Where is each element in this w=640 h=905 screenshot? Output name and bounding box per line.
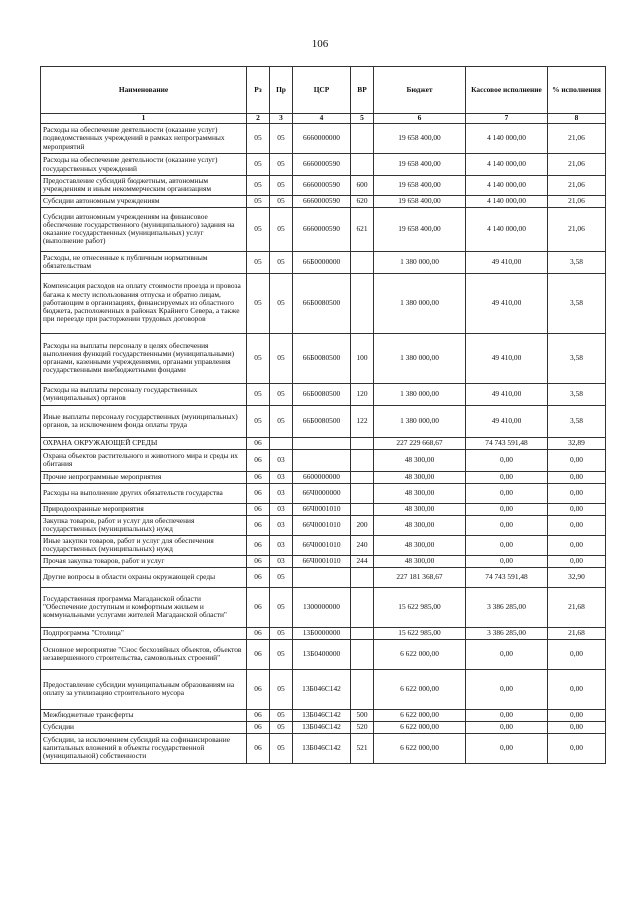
row-pct-cell: 21,06 <box>548 154 606 176</box>
row-budget-cell: 15 622 985,00 <box>374 627 466 639</box>
row-pr-cell: 05 <box>270 733 293 763</box>
row-csr-cell: 6660000000 <box>293 124 351 154</box>
row-budget-cell: 48 300,00 <box>374 535 466 555</box>
row-rz-cell: 05 <box>247 251 270 273</box>
table-row <box>41 669 606 709</box>
row-rz-cell: 06 <box>247 709 270 721</box>
row-vr-cell: 620 <box>351 195 374 207</box>
table-row <box>41 471 606 483</box>
row-name-cell: Субсидии, за исключением субсидий на софинансирование капитальных вложений в объекты государственной (муниципальной) собственности <box>41 733 247 763</box>
row-cash-cell: 4 140 000,00 <box>466 154 548 176</box>
row-pct-cell: 0,00 <box>548 471 606 483</box>
row-rz-cell: 06 <box>247 567 270 587</box>
row-pct-cell: 3,58 <box>548 333 606 383</box>
row-rz-cell: 05 <box>247 383 270 405</box>
header-pct: % исполнения <box>548 67 606 114</box>
row-rz-cell: 05 <box>247 207 270 251</box>
row-vr-cell: 500 <box>351 709 374 721</box>
row-name-cell: Расходы на выплаты персоналу государственных (муниципальных) органов <box>41 383 247 405</box>
row-budget-cell: 15 622 985,00 <box>374 587 466 627</box>
index-cell: 3 <box>270 114 293 124</box>
row-budget-cell: 19 658 400,00 <box>374 207 466 251</box>
row-name-cell: Предоставление субсидий бюджетным, автономным учреждениям и иным некоммерческим организациям <box>41 176 247 196</box>
row-csr-cell: 13Б0000000 <box>293 627 351 639</box>
row-pct-cell: 32,90 <box>548 567 606 587</box>
row-csr-cell: 13Б046С142 <box>293 721 351 733</box>
row-csr-cell: 13Б046С142 <box>293 669 351 709</box>
row-name-cell: Расходы на выплаты персоналу в целях обеспечения выполнения функций государственными (муниципальными) органами, казенными учреждениями, органами управления государственными внебюджетными фондами <box>41 333 247 383</box>
row-pct-cell: 0,00 <box>548 555 606 567</box>
row-budget-cell: 19 658 400,00 <box>374 154 466 176</box>
row-name-cell: Компенсация расходов на оплату стоимости проезда и провоза багажа к месту использования отпуска и обратно лицам, работающим в организациях, финансируемых из областного бюджета, расположенных в районах Крайнего Севера, а также при переезде при расторжении трудовых договоров <box>41 273 247 333</box>
row-pr-cell: 05 <box>270 154 293 176</box>
row-vr-cell <box>351 449 374 471</box>
row-vr-cell <box>351 273 374 333</box>
row-vr-cell: 122 <box>351 405 374 437</box>
row-budget-cell: 6 622 000,00 <box>374 721 466 733</box>
row-vr-cell <box>351 154 374 176</box>
row-budget-cell: 1 380 000,00 <box>374 405 466 437</box>
row-vr-cell <box>351 639 374 669</box>
row-name-cell: Охрана объектов растительного и животного мира и среды их обитания <box>41 449 247 471</box>
row-cash-cell: 0,00 <box>466 709 548 721</box>
row-pct-cell: 21,68 <box>548 627 606 639</box>
table-row <box>41 627 606 639</box>
row-name-cell: Другие вопросы в области охраны окружающей среды <box>41 567 247 587</box>
row-pct-cell: 0,00 <box>548 669 606 709</box>
row-pr-cell: 05 <box>270 333 293 383</box>
row-pr-cell <box>270 437 293 449</box>
row-pr-cell: 05 <box>270 669 293 709</box>
row-pct-cell: 21,06 <box>548 207 606 251</box>
row-csr-cell: 66Б0080500 <box>293 383 351 405</box>
row-pr-cell: 05 <box>270 627 293 639</box>
row-vr-cell: 521 <box>351 733 374 763</box>
table-row <box>41 515 606 535</box>
row-rz-cell: 05 <box>247 405 270 437</box>
row-rz-cell: 06 <box>247 733 270 763</box>
row-csr-cell: 66Ч0000000 <box>293 483 351 503</box>
row-pr-cell: 03 <box>270 503 293 515</box>
row-csr-cell: 13Б046С142 <box>293 709 351 721</box>
row-rz-cell: 06 <box>247 669 270 709</box>
index-cell: 2 <box>247 114 270 124</box>
table-row <box>41 383 606 405</box>
row-budget-cell: 19 658 400,00 <box>374 195 466 207</box>
header-pr: Пр <box>270 67 293 114</box>
row-name-cell: Расходы на выполнение других обязательств государства <box>41 483 247 503</box>
row-vr-cell <box>351 627 374 639</box>
row-pr-cell: 05 <box>270 251 293 273</box>
row-cash-cell: 4 140 000,00 <box>466 176 548 196</box>
header-cash: Кассовое исполнение <box>466 67 548 114</box>
row-csr-cell: 66Ч0001010 <box>293 503 351 515</box>
row-csr-cell: 66Б0080500 <box>293 273 351 333</box>
row-cash-cell: 49 410,00 <box>466 405 548 437</box>
row-rz-cell: 05 <box>247 154 270 176</box>
row-budget-cell: 19 658 400,00 <box>374 176 466 196</box>
header-vr: ВР <box>351 67 374 114</box>
row-csr-cell: 6660000590 <box>293 154 351 176</box>
row-csr-cell <box>293 567 351 587</box>
row-csr-cell: 66Б0000000 <box>293 251 351 273</box>
row-vr-cell <box>351 437 374 449</box>
row-pr-cell: 05 <box>270 207 293 251</box>
row-pr-cell: 05 <box>270 273 293 333</box>
row-budget-cell: 19 658 400,00 <box>374 124 466 154</box>
index-cell: 4 <box>293 114 351 124</box>
row-pct-cell: 0,00 <box>548 535 606 555</box>
row-rz-cell: 06 <box>247 471 270 483</box>
row-cash-cell: 4 140 000,00 <box>466 195 548 207</box>
row-budget-cell: 48 300,00 <box>374 483 466 503</box>
row-cash-cell: 74 743 591,48 <box>466 437 548 449</box>
row-pr-cell: 05 <box>270 639 293 669</box>
row-name-cell: Основное мероприятие "Снос бесхозяйных объектов, объектов незавершенного строительства, самовольных строений" <box>41 639 247 669</box>
table-row <box>41 437 606 449</box>
table-row <box>41 709 606 721</box>
row-name-cell: Расходы на обеспечение деятельности (оказание услуг) государственных учреждений <box>41 154 247 176</box>
row-pr-cell: 03 <box>270 471 293 483</box>
row-pct-cell: 32,89 <box>548 437 606 449</box>
index-cell: 6 <box>374 114 466 124</box>
row-rz-cell: 05 <box>247 195 270 207</box>
row-cash-cell: 4 140 000,00 <box>466 124 548 154</box>
row-cash-cell: 0,00 <box>466 639 548 669</box>
row-pr-cell: 05 <box>270 124 293 154</box>
row-csr-cell: 66Ч0001010 <box>293 555 351 567</box>
row-vr-cell: 100 <box>351 333 374 383</box>
table-row <box>41 195 606 207</box>
row-pct-cell: 3,58 <box>548 273 606 333</box>
row-vr-cell <box>351 669 374 709</box>
header-csr: ЦСР <box>293 67 351 114</box>
row-cash-cell: 0,00 <box>466 555 548 567</box>
row-budget-cell: 48 300,00 <box>374 555 466 567</box>
index-cell: 1 <box>41 114 247 124</box>
row-pr-cell: 05 <box>270 195 293 207</box>
row-pr-cell: 03 <box>270 535 293 555</box>
row-budget-cell: 227 181 368,67 <box>374 567 466 587</box>
row-rz-cell: 06 <box>247 587 270 627</box>
row-budget-cell: 48 300,00 <box>374 503 466 515</box>
row-cash-cell: 0,00 <box>466 733 548 763</box>
row-pct-cell: 0,00 <box>548 449 606 471</box>
row-pct-cell: 0,00 <box>548 639 606 669</box>
row-vr-cell: 520 <box>351 721 374 733</box>
row-csr-cell: 66Б0080500 <box>293 333 351 383</box>
table-row <box>41 124 606 154</box>
table-header-row <box>41 67 606 114</box>
table-row <box>41 405 606 437</box>
row-pct-cell: 0,00 <box>548 721 606 733</box>
row-vr-cell <box>351 471 374 483</box>
header-name: Наименование <box>41 67 247 114</box>
row-rz-cell: 06 <box>247 449 270 471</box>
row-csr-cell: 1300000000 <box>293 587 351 627</box>
row-name-cell: Подпрограмма "Столица" <box>41 627 247 639</box>
row-name-cell: Иные закупки товаров, работ и услуг для обеспечения государственных (муниципальных) нужд <box>41 535 247 555</box>
column-index-row <box>41 114 606 124</box>
table-row <box>41 567 606 587</box>
row-vr-cell: 120 <box>351 383 374 405</box>
page-number: 106 <box>311 38 329 50</box>
row-cash-cell: 0,00 <box>466 483 548 503</box>
index-cell: 7 <box>466 114 548 124</box>
row-cash-cell: 0,00 <box>466 471 548 483</box>
row-budget-cell: 1 380 000,00 <box>374 383 466 405</box>
row-budget-cell: 48 300,00 <box>374 471 466 483</box>
row-vr-cell: 244 <box>351 555 374 567</box>
table-row <box>41 251 606 273</box>
table-row <box>41 733 606 763</box>
row-name-cell: Предоставление субсидии муниципальным образованиям на оплату за утилизацию строительного мусора <box>41 669 247 709</box>
row-cash-cell: 49 410,00 <box>466 251 548 273</box>
row-csr-cell <box>293 449 351 471</box>
row-pct-cell: 21,06 <box>548 176 606 196</box>
row-cash-cell: 4 140 000,00 <box>466 207 548 251</box>
row-name-cell: Иные выплаты персоналу государственных (муниципальных) органов, за исключением фонда оплаты труда <box>41 405 247 437</box>
row-name-cell: Межбюджетные трансферты <box>41 709 247 721</box>
row-cash-cell: 3 386 285,00 <box>466 587 548 627</box>
table-row <box>41 154 606 176</box>
row-rz-cell: 06 <box>247 555 270 567</box>
row-vr-cell <box>351 483 374 503</box>
table-row <box>41 176 606 196</box>
row-pct-cell: 3,58 <box>548 383 606 405</box>
budget-table <box>40 66 606 764</box>
row-pct-cell: 21,06 <box>548 124 606 154</box>
row-rz-cell: 06 <box>247 437 270 449</box>
row-rz-cell: 06 <box>247 515 270 535</box>
row-pr-cell: 03 <box>270 449 293 471</box>
table-row <box>41 273 606 333</box>
row-pct-cell: 3,58 <box>548 251 606 273</box>
row-rz-cell: 06 <box>247 483 270 503</box>
row-csr-cell: 66Ч0001010 <box>293 515 351 535</box>
row-pr-cell: 05 <box>270 587 293 627</box>
row-pct-cell: 0,00 <box>548 483 606 503</box>
row-csr-cell: 13Б0400000 <box>293 639 351 669</box>
row-pct-cell: 0,00 <box>548 503 606 515</box>
row-cash-cell: 0,00 <box>466 449 548 471</box>
table-row <box>41 483 606 503</box>
row-cash-cell: 0,00 <box>466 669 548 709</box>
row-pct-cell: 21,68 <box>548 587 606 627</box>
row-rz-cell: 05 <box>247 176 270 196</box>
row-vr-cell <box>351 567 374 587</box>
row-rz-cell: 05 <box>247 124 270 154</box>
row-name-cell: Закупка товаров, работ и услуг для обеспечения государственных (муниципальных) нужд <box>41 515 247 535</box>
row-vr-cell: 200 <box>351 515 374 535</box>
table-row <box>41 555 606 567</box>
row-cash-cell: 0,00 <box>466 503 548 515</box>
row-budget-cell: 48 300,00 <box>374 515 466 535</box>
row-name-cell: Природоохранные мероприятия <box>41 503 247 515</box>
row-csr-cell: 6660000590 <box>293 195 351 207</box>
row-budget-cell: 6 622 000,00 <box>374 709 466 721</box>
row-rz-cell: 05 <box>247 273 270 333</box>
row-cash-cell: 49 410,00 <box>466 273 548 333</box>
row-name-cell: ОХРАНА ОКРУЖАЮЩЕЙ СРЕДЫ <box>41 437 247 449</box>
row-vr-cell: 621 <box>351 207 374 251</box>
row-budget-cell: 6 622 000,00 <box>374 733 466 763</box>
row-cash-cell: 0,00 <box>466 535 548 555</box>
row-budget-cell: 1 380 000,00 <box>374 251 466 273</box>
table-row <box>41 207 606 251</box>
row-budget-cell: 1 380 000,00 <box>374 273 466 333</box>
row-vr-cell <box>351 587 374 627</box>
row-name-cell: Прочие непрограммные мероприятия <box>41 471 247 483</box>
row-rz-cell: 06 <box>247 503 270 515</box>
row-name-cell: Субсидии автономным учреждениям на финансовое обеспечение государственного (муниципального) задания на оказание государственных (муниципальных) услуг (выполнение работ) <box>41 207 247 251</box>
table-row <box>41 449 606 471</box>
row-budget-cell: 6 622 000,00 <box>374 639 466 669</box>
table-row <box>41 721 606 733</box>
row-budget-cell: 1 380 000,00 <box>374 333 466 383</box>
row-vr-cell <box>351 503 374 515</box>
row-vr-cell <box>351 124 374 154</box>
row-pr-cell: 05 <box>270 405 293 437</box>
index-cell: 5 <box>351 114 374 124</box>
row-rz-cell: 06 <box>247 627 270 639</box>
row-csr-cell: 6660000590 <box>293 176 351 196</box>
row-pr-cell: 03 <box>270 555 293 567</box>
row-cash-cell: 0,00 <box>466 721 548 733</box>
row-cash-cell: 74 743 591,48 <box>466 567 548 587</box>
row-pr-cell: 03 <box>270 483 293 503</box>
row-vr-cell <box>351 251 374 273</box>
row-vr-cell: 240 <box>351 535 374 555</box>
table-row <box>41 535 606 555</box>
row-pct-cell: 0,00 <box>548 733 606 763</box>
row-vr-cell: 600 <box>351 176 374 196</box>
row-rz-cell: 05 <box>247 333 270 383</box>
row-pr-cell: 05 <box>270 176 293 196</box>
table-row <box>41 333 606 383</box>
row-cash-cell: 49 410,00 <box>466 333 548 383</box>
table-row <box>41 587 606 627</box>
row-name-cell: Государственная программа Магаданской области "Обеспечение доступным и комфортным жильем и коммунальными услугами жителей Магаданской области" <box>41 587 247 627</box>
header-budget: Бюджет <box>374 67 466 114</box>
row-name-cell: Субсидии <box>41 721 247 733</box>
row-budget-cell: 6 622 000,00 <box>374 669 466 709</box>
row-name-cell: Расходы, не отнесенные к публичным нормативным обязательствам <box>41 251 247 273</box>
row-pr-cell: 03 <box>270 515 293 535</box>
row-cash-cell: 3 386 285,00 <box>466 627 548 639</box>
row-pr-cell: 05 <box>270 709 293 721</box>
row-cash-cell: 49 410,00 <box>466 383 548 405</box>
row-budget-cell: 227 229 668,67 <box>374 437 466 449</box>
row-csr-cell: 66Б0080500 <box>293 405 351 437</box>
row-pct-cell: 21,06 <box>548 195 606 207</box>
row-pct-cell: 0,00 <box>548 709 606 721</box>
row-rz-cell: 06 <box>247 639 270 669</box>
table-row <box>41 639 606 669</box>
row-rz-cell: 06 <box>247 535 270 555</box>
row-csr-cell: 66Ч0001010 <box>293 535 351 555</box>
row-pr-cell: 05 <box>270 383 293 405</box>
row-name-cell: Расходы на обеспечение деятельности (оказание услуг) подведомственных учреждений в рамках непрограммных мероприятий <box>41 124 247 154</box>
row-budget-cell: 48 300,00 <box>374 449 466 471</box>
row-name-cell: Прочая закупка товаров, работ и услуг <box>41 555 247 567</box>
row-pr-cell: 05 <box>270 567 293 587</box>
row-pr-cell: 05 <box>270 721 293 733</box>
row-csr-cell <box>293 437 351 449</box>
row-name-cell: Субсидии автономным учреждениям <box>41 195 247 207</box>
table-row <box>41 503 606 515</box>
row-csr-cell: 6600000000 <box>293 471 351 483</box>
row-pct-cell: 0,00 <box>548 515 606 535</box>
row-cash-cell: 0,00 <box>466 515 548 535</box>
row-rz-cell: 06 <box>247 721 270 733</box>
header-rz: Рз <box>247 67 270 114</box>
index-cell: 8 <box>548 114 606 124</box>
row-csr-cell: 13Б046С142 <box>293 733 351 763</box>
row-csr-cell: 6660000590 <box>293 207 351 251</box>
row-pct-cell: 3,58 <box>548 405 606 437</box>
